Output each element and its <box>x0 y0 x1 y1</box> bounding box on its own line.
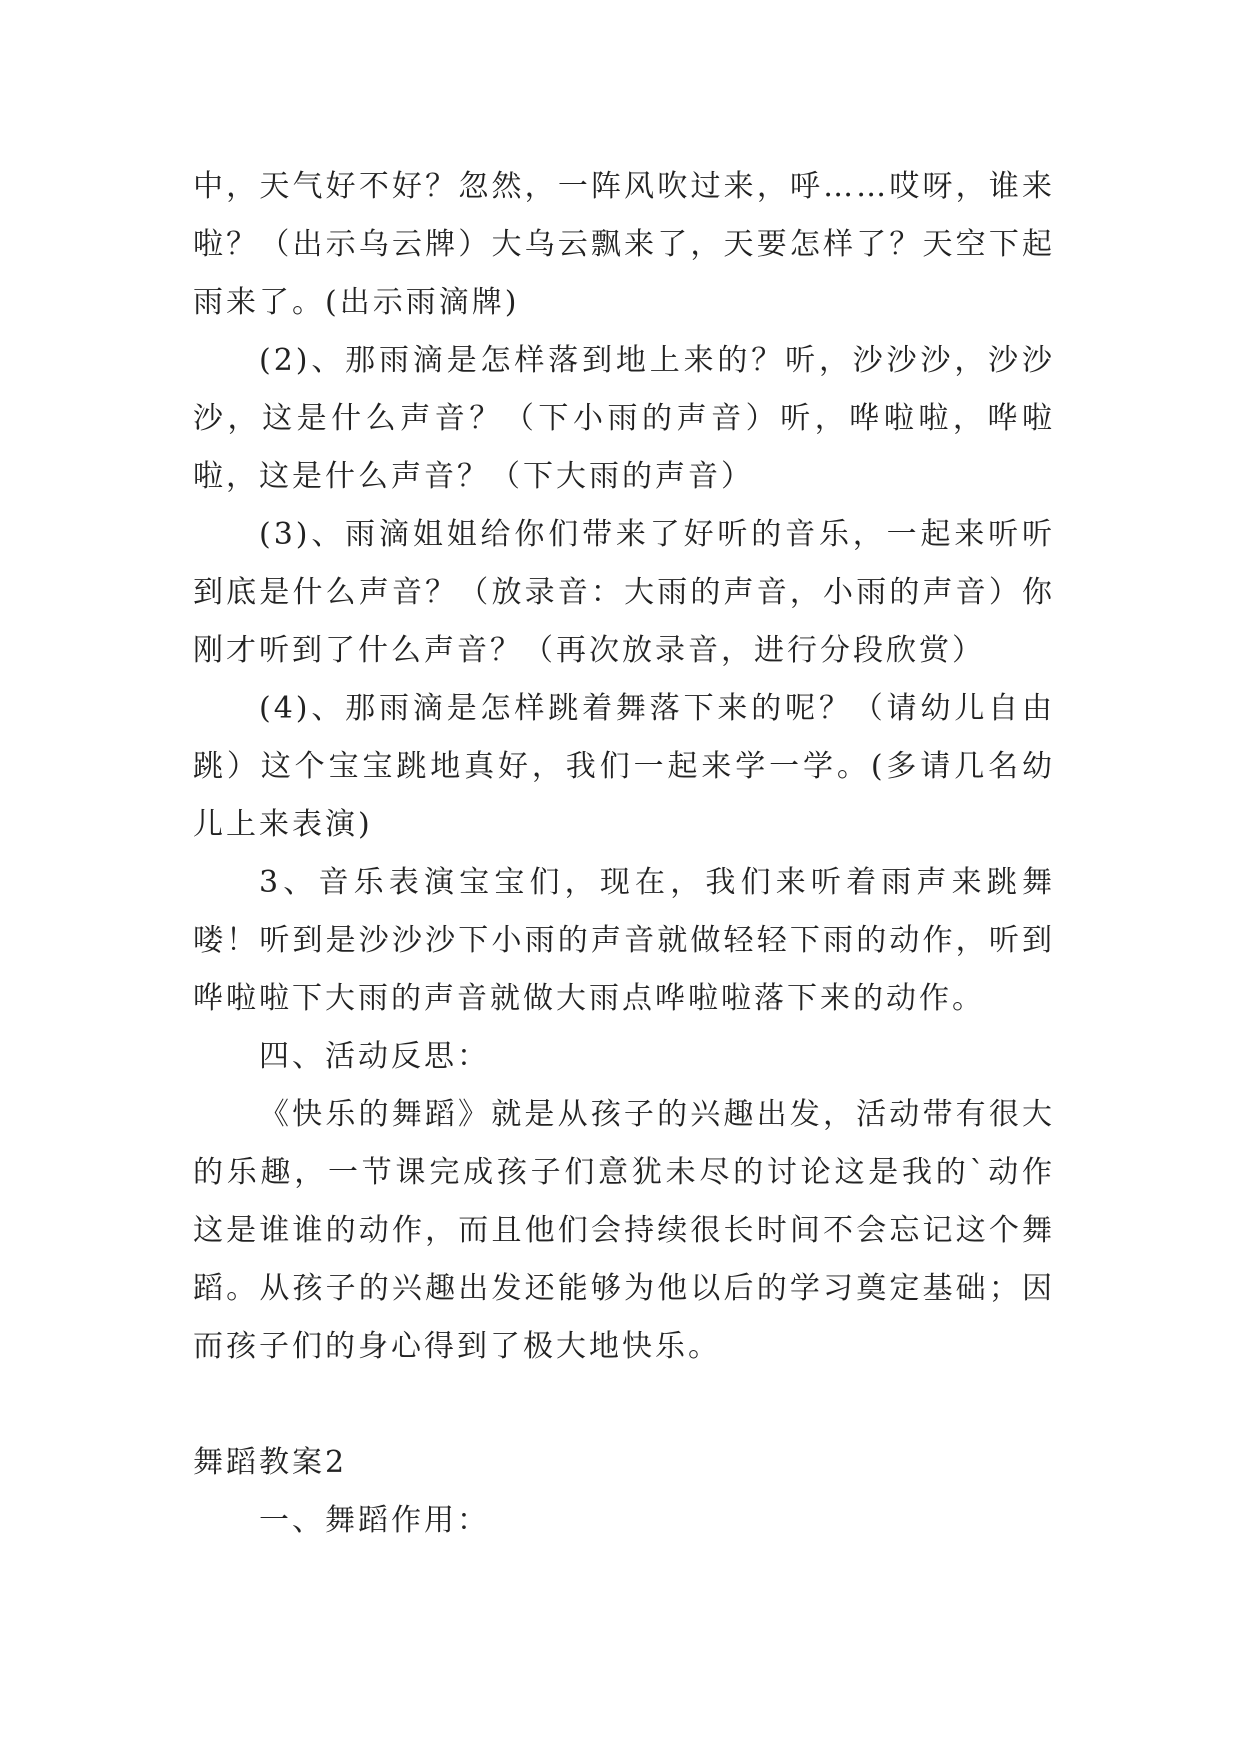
paragraph-step-2: (2)、那雨滴是怎样落到地上来的？听，沙沙沙，沙沙沙，这是什么声音？（下小雨的声音）听，哗啦啦，哗啦啦，这是什么声音？（下大雨的声音） <box>193 343 1055 494</box>
document-body <box>193 158 1055 1550</box>
paragraph-intro-continued: 中，天气好不好？忽然，一阵风吹过来，呼……哎呀，谁来啦？（出示乌云牌）大乌云飘来了，天要怎样了？天空下起雨来了。(出示雨滴牌) <box>193 169 1055 320</box>
section-title: 舞蹈教案2 <box>193 1445 348 1480</box>
heading-activity-reflection: 四、活动反思： <box>259 1039 490 1074</box>
paragraph-reflection: 《快乐的舞蹈》就是从孩子的兴趣出发，活动带有很大的乐趣，一节课完成孩子们意犹未尽的讨论这是我的`动作这是谁谁的动作，而且他们会持续很长时间不会忘记这个舞蹈。从孩子的兴趣出发还能够为他以后的学习奠定基础；因而孩子们的身心得到了极大地快乐。 <box>193 1097 1055 1364</box>
heading-dance-purpose: 一、舞蹈作用： <box>259 1503 490 1538</box>
paragraph-music-performance: 3、音乐表演宝宝们，现在，我们来听着雨声来跳舞喽！听到是沙沙沙下小雨的声音就做轻轻下雨的动作，听到哗啦啦下大雨的声音就做大雨点哗啦啦落下来的动作。 <box>193 865 1055 1016</box>
paragraph-step-3: (3)、雨滴姐姐给你们带来了好听的音乐，一起来听听到底是什么声音？（放录音：大雨的声音，小雨的声音）你刚才听到了什么声音？（再次放录音，进行分段欣赏） <box>193 517 1055 668</box>
paragraph-step-4: (4)、那雨滴是怎样跳着舞落下来的呢？（请幼儿自由跳）这个宝宝跳地真好，我们一起来学一学。(多请几名幼儿上来表演) <box>193 691 1055 842</box>
